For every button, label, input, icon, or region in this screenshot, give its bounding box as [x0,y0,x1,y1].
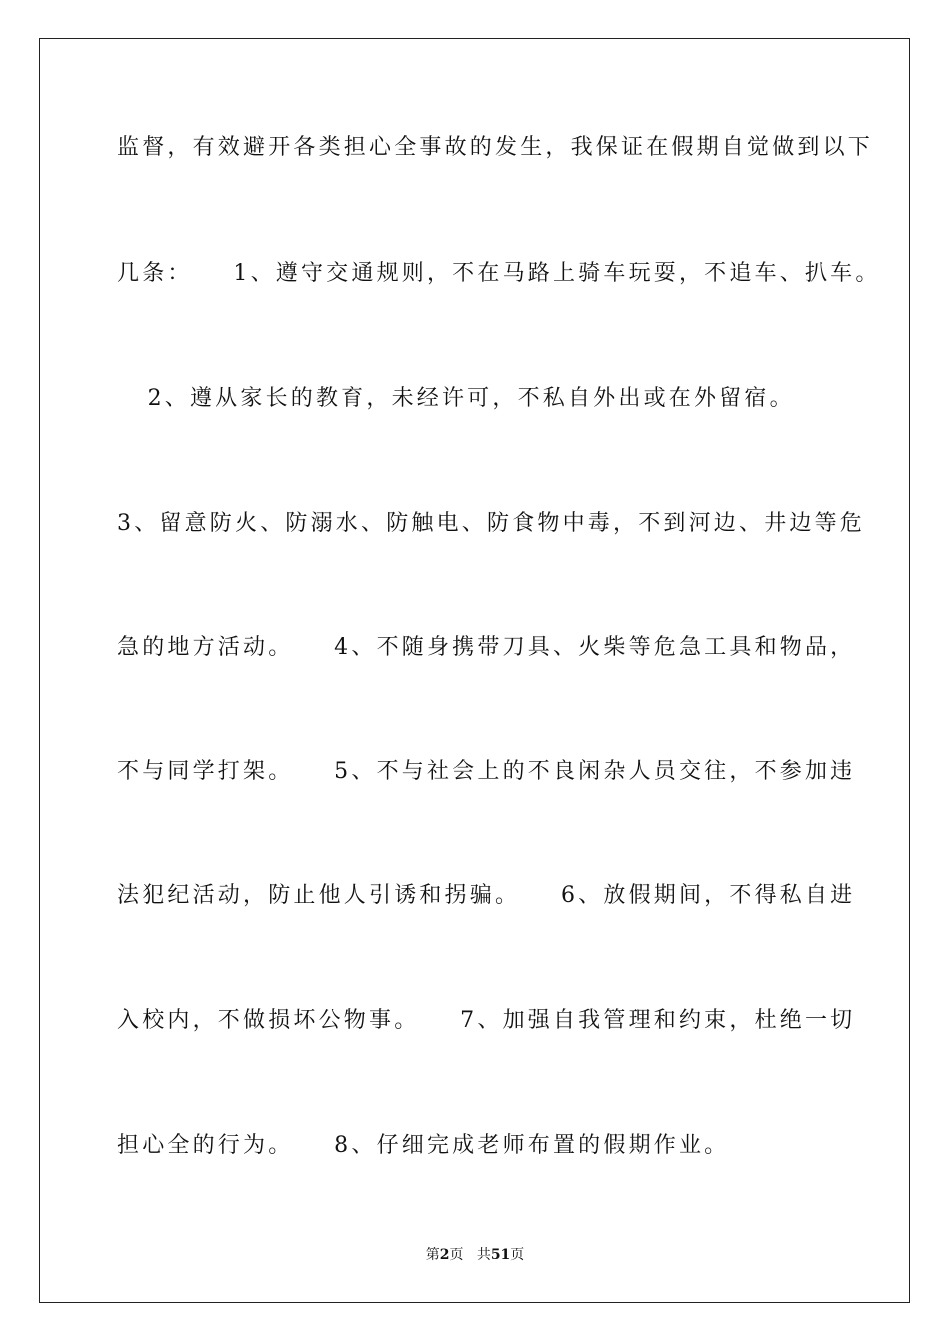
text-line: 监督，有效避开各类担心全事故的发生，我保证在假期自觉做到以下 [117,135,874,160]
total-suffix: 页 [510,1247,525,1263]
total-prefix: 共 [476,1247,491,1263]
text-line: 法犯纪活动，防止他人引诱和拐骗。 6、放假期间，不得私自进 [117,883,856,908]
text-line: 入校内，不做损坏公物事。 7、加强自我管理和约束，杜绝一切 [117,1008,856,1033]
text-line: 急的地方活动。 4、不随身携带刀具、火柴等危急工具和物品， [117,635,856,660]
page-number: 2 [439,1247,450,1263]
text-line: 2、遵从家长的教育，未经许可，不私自外出或在外留宿。 [117,386,795,411]
page-prefix: 第 [425,1247,440,1263]
text-line: 几条： 1、遵守交通规则，不在马路上骑车玩耍，不追车、扒车。 [117,261,881,286]
text-line: 不与同学打架。 5、不与社会上的不良闲杂人员交往，不参加违 [117,759,856,784]
text-line: 3、留意防火、防溺水、防触电、防食物中毒，不到河边、井边等危 [117,511,865,536]
page-suffix: 页 [449,1247,464,1263]
total-pages: 51 [490,1247,511,1263]
text-line: 担心全的行为。 8、仔细完成老师布置的假期作业。 [117,1133,730,1158]
page-footer [0,1245,950,1265]
page-border [39,38,910,1303]
